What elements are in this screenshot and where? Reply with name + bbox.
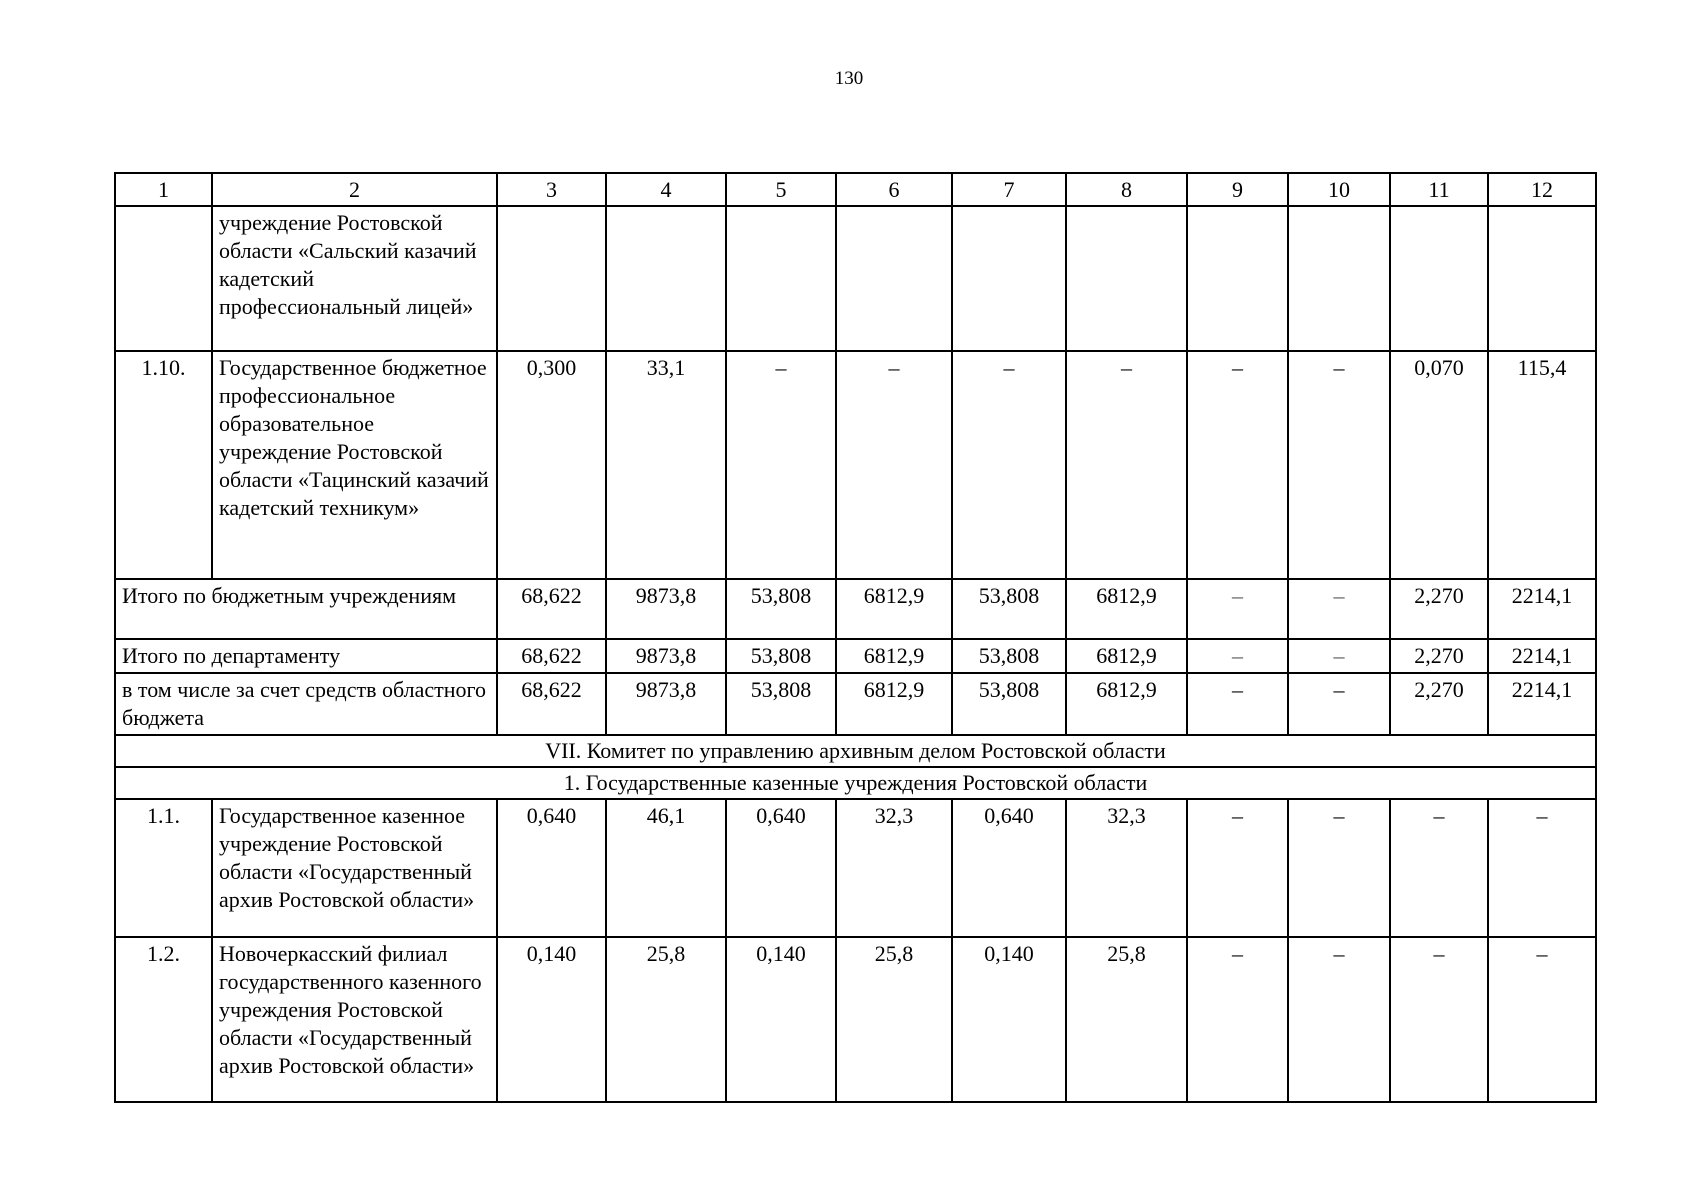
header-cell: 12	[1488, 173, 1596, 206]
subsection-header-row	[115, 767, 1596, 799]
value-cell	[836, 206, 952, 351]
header-cell: 9	[1187, 173, 1288, 206]
table-row	[115, 206, 1596, 351]
value-cell	[952, 206, 1066, 351]
total-label: Итого по департаменту	[115, 639, 497, 673]
header-cell: 10	[1288, 173, 1390, 206]
value-cell: –	[1187, 673, 1288, 735]
value-cell	[1066, 206, 1187, 351]
value-cell: 6812,9	[836, 673, 952, 735]
value-cell: 53,808	[726, 579, 836, 639]
value-cell: 6812,9	[836, 579, 952, 639]
value-cell: –	[1390, 937, 1488, 1102]
value-cell: –	[1288, 799, 1390, 937]
value-cell: 0,300	[497, 351, 606, 579]
header-cell: 11	[1390, 173, 1488, 206]
value-cell: –	[1187, 579, 1288, 639]
table-row	[115, 799, 1596, 937]
value-cell: 25,8	[1066, 937, 1187, 1102]
row-number: 1.2.	[115, 937, 212, 1102]
value-cell: 0,140	[952, 937, 1066, 1102]
value-cell: 25,8	[836, 937, 952, 1102]
value-cell: 2,270	[1390, 579, 1488, 639]
value-cell: 2,270	[1390, 639, 1488, 673]
value-cell: 0,070	[1390, 351, 1488, 579]
header-cell: 8	[1066, 173, 1187, 206]
total-label: в том числе за счет средств областного бюджета	[115, 673, 497, 735]
value-cell: 32,3	[836, 799, 952, 937]
value-cell: 0,640	[952, 799, 1066, 937]
value-cell: 68,622	[497, 639, 606, 673]
value-cell: 33,1	[606, 351, 726, 579]
value-cell: 0,640	[726, 799, 836, 937]
table-row	[115, 351, 1596, 579]
value-cell: –	[1288, 351, 1390, 579]
value-cell: –	[1288, 639, 1390, 673]
value-cell: –	[1288, 673, 1390, 735]
value-cell: 0,140	[726, 937, 836, 1102]
value-cell: 9873,8	[606, 673, 726, 735]
value-cell: 2214,1	[1488, 579, 1596, 639]
header-cell: 5	[726, 173, 836, 206]
value-cell: 53,808	[952, 673, 1066, 735]
value-cell	[1488, 206, 1596, 351]
value-cell: 0,140	[497, 937, 606, 1102]
header-cell: 3	[497, 173, 606, 206]
value-cell: 2,270	[1390, 673, 1488, 735]
value-cell	[726, 206, 836, 351]
table-row	[115, 937, 1596, 1102]
value-cell: –	[1288, 579, 1390, 639]
value-cell	[497, 206, 606, 351]
value-cell: 53,808	[952, 639, 1066, 673]
value-cell: 9873,8	[606, 639, 726, 673]
value-cell: 68,622	[497, 673, 606, 735]
value-cell: 2214,1	[1488, 639, 1596, 673]
total-row	[115, 673, 1596, 735]
value-cell: –	[1187, 937, 1288, 1102]
total-row	[115, 639, 1596, 673]
page-number: 130	[834, 68, 864, 89]
value-cell: 9873,8	[606, 579, 726, 639]
institution-name: Государственное бюджетное профессиональное образовательное учреждение Ростовской области «Тацинский казачий кадетский техникум»	[212, 351, 497, 579]
value-cell	[1288, 206, 1390, 351]
value-cell: –	[1066, 351, 1187, 579]
value-cell: –	[836, 351, 952, 579]
total-label: Итого по бюджетным учреждениям	[115, 579, 497, 639]
value-cell: –	[1288, 937, 1390, 1102]
header-cell: 6	[836, 173, 952, 206]
section-header-row	[115, 735, 1596, 767]
value-cell: –	[726, 351, 836, 579]
value-cell: –	[1390, 799, 1488, 937]
value-cell: –	[1187, 799, 1288, 937]
value-cell: –	[1187, 639, 1288, 673]
value-cell: –	[1187, 351, 1288, 579]
row-number	[115, 206, 212, 351]
value-cell: –	[952, 351, 1066, 579]
value-cell	[1390, 206, 1488, 351]
value-cell: 6812,9	[1066, 639, 1187, 673]
institution-name: учреждение Ростовской области «Сальский казачий кадетский профессиональный лицей»	[212, 206, 497, 351]
value-cell: 32,3	[1066, 799, 1187, 937]
value-cell: 68,622	[497, 579, 606, 639]
header-cell: 2	[212, 173, 497, 206]
row-number: 1.1.	[115, 799, 212, 937]
value-cell: 53,808	[952, 579, 1066, 639]
value-cell: 25,8	[606, 937, 726, 1102]
value-cell: 115,4	[1488, 351, 1596, 579]
value-cell: –	[1488, 799, 1596, 937]
value-cell: 0,640	[497, 799, 606, 937]
header-cell: 4	[606, 173, 726, 206]
value-cell: 2214,1	[1488, 673, 1596, 735]
value-cell: 6812,9	[1066, 579, 1187, 639]
header-cell: 1	[115, 173, 212, 206]
value-cell: 6812,9	[1066, 673, 1187, 735]
value-cell	[1187, 206, 1288, 351]
institution-name: Новочеркасский филиал государственного казенного учреждения Ростовской области «Государственный архив Ростовской области»	[212, 937, 497, 1102]
value-cell: –	[1488, 937, 1596, 1102]
data-table	[114, 172, 1597, 1103]
header-row	[115, 173, 1596, 206]
section-title: VII. Комитет по управлению архивным делом Ростовской области	[115, 735, 1596, 767]
row-number: 1.10.	[115, 351, 212, 579]
header-cell: 7	[952, 173, 1066, 206]
subsection-title: 1. Государственные казенные учреждения Ростовской области	[115, 767, 1596, 799]
value-cell: 46,1	[606, 799, 726, 937]
institution-name: Государственное казенное учреждение Ростовской области «Государственный архив Ростовской области»	[212, 799, 497, 937]
value-cell	[606, 206, 726, 351]
value-cell: 6812,9	[836, 639, 952, 673]
value-cell: 53,808	[726, 673, 836, 735]
total-row	[115, 579, 1596, 639]
value-cell: 53,808	[726, 639, 836, 673]
